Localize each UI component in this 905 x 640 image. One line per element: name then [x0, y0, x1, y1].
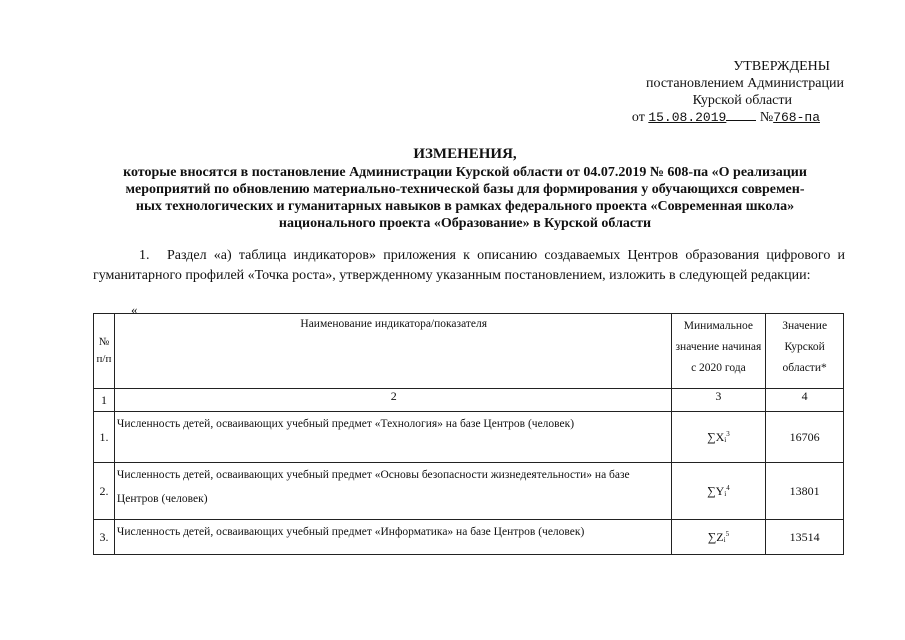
indicator-value: 16706	[766, 412, 844, 463]
approval-date: 15.08.2019	[648, 110, 727, 125]
title-main: ИЗМЕНЕНИЯ,	[413, 146, 517, 162]
indicator-value: 13514	[766, 520, 844, 555]
title-line-2: мероприятий по обновлению материально-технической базы для формирования у обучающихся современ-	[125, 182, 805, 197]
row-number: 2.	[94, 463, 115, 520]
indicator-name: Численность детей, осваивающих учебный предмет «Информатика» на базе Центров (человек)	[114, 520, 671, 555]
indicator-formula: ∑Yᵢ$^4$	[671, 463, 766, 520]
column-number: 3	[671, 389, 766, 412]
approval-line-2: Курской области	[692, 93, 792, 108]
title-line-4: национального проекта «Образование» в Курской области	[278, 216, 652, 231]
table-row	[94, 520, 844, 555]
title-line-3: ных технологических и гуманитарных навыков в рамках федерального проекта «Современная школа»	[135, 199, 795, 214]
column-number: 4	[766, 389, 844, 412]
indicators-table	[93, 313, 844, 555]
table-header-row	[94, 314, 844, 389]
approval-num-sign: №	[759, 110, 774, 125]
paragraph-1	[93, 246, 845, 286]
paragraph-number: 1.	[139, 248, 150, 263]
header-number: № п/п	[94, 314, 115, 389]
title-line-1: которые вносятся в постановление Администрации Курской области от 04.07.2019 № 608-па «О реализации	[123, 165, 807, 180]
indicator-formula: ∑Xᵢ$^3$	[671, 412, 766, 463]
row-number: 3.	[94, 520, 115, 555]
column-number: 2	[114, 389, 671, 412]
column-number: 1	[94, 389, 115, 412]
paragraph-text: Раздел «а) таблица индикаторов» приложения к описанию создаваемых Центров образования цифрового и гуманитарного профилей «Точка роста», утвержденному указанным постановлением, изложить в следующей редакции:	[93, 248, 845, 283]
opening-quote: «	[131, 302, 138, 317]
header-min-value: Минимальное значение начиная с 2020 года	[671, 314, 766, 389]
approval-date-line	[600, 109, 860, 126]
indicator-formula: ∑Zᵢ$^5$	[671, 520, 766, 555]
indicator-name: Численность детей, осваивающих учебный предмет «Технология» на базе Центров (человек)	[114, 412, 671, 463]
header-indicator-name: Наименование индикатора/показателя	[114, 314, 671, 389]
approval-stamp	[600, 58, 860, 126]
document-title	[80, 146, 850, 232]
indicator-name: Численность детей, осваивающих учебный предмет «Основы безопасности жизнедеятельности» на базе Центров (человек)	[114, 463, 671, 520]
table-row	[94, 463, 844, 520]
approval-header: УТВЕРЖДЕНЫ	[733, 59, 830, 74]
indicator-value: 13801	[766, 463, 844, 520]
column-numbering-row	[94, 389, 844, 412]
underline-gap	[726, 109, 756, 121]
row-number: 1.	[94, 412, 115, 463]
approval-prefix: от	[631, 110, 645, 125]
table-row	[94, 412, 844, 463]
approval-number: 768-па	[773, 110, 820, 125]
header-region-value: Значение Курской области*	[766, 314, 844, 389]
approval-line-1: постановлением Администрации	[646, 76, 844, 91]
